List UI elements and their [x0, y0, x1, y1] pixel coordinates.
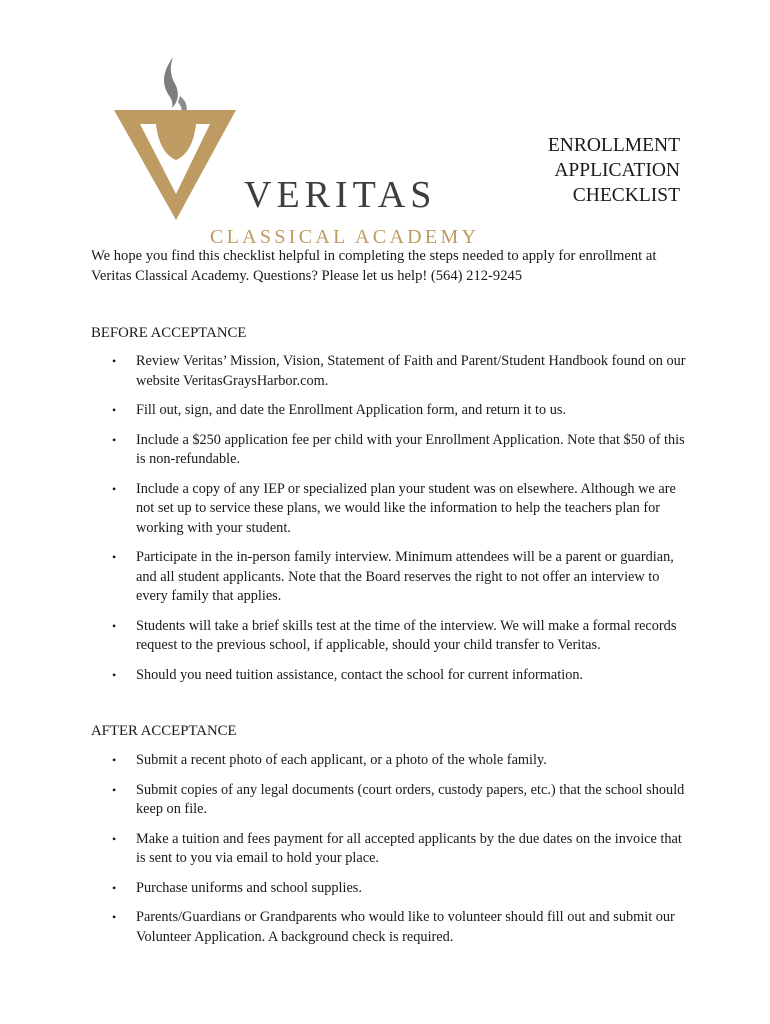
list-item [112, 908, 692, 947]
list-item [112, 830, 692, 869]
bullet-icon: • [112, 753, 117, 767]
document-title [480, 133, 680, 208]
intro-paragraph: We hope you find this checklist helpful in completing the steps needed to apply for enrollment at Veritas Classical Academy. Questions? Please let us help! (564) 212-9245 [91, 248, 657, 284]
bullet-icon: • [112, 782, 117, 797]
list-item [112, 548, 692, 607]
flame-v-emblem-icon [110, 52, 240, 222]
after-acceptance-heading: AFTER ACCEPTANCE [91, 723, 237, 739]
bullet-icon: • [112, 880, 117, 895]
bullet-icon: • [112, 481, 117, 496]
title-line: APPLICATION [554, 160, 680, 181]
list-item-text: Parents/Guardians or Grandparents who would like to volunteer should fill out and submit our Volunteer Application. A background check is required. [136, 909, 675, 945]
list-item-text: Participate in the in-person family interview. Minimum attendees will be a parent or guardian, and all student applicants. Note that the Board reserves the right to not offer an interview to every family that applies. [136, 549, 674, 604]
bullet-icon: • [112, 550, 117, 564]
list-item-text: Include a $250 application fee per child with your Enrollment Application. Note that $50 of this is non-refundable. [136, 431, 685, 467]
bullet-icon: • [112, 403, 117, 417]
list-item [112, 352, 692, 391]
list-item [112, 751, 692, 771]
list-item [112, 401, 692, 421]
list-item [112, 480, 692, 539]
list-item-text: Make a tuition and fees payment for all accepted applicants by the due dates on the invoice that is sent to you via email to hold your place. [136, 830, 682, 866]
before-acceptance-heading: BEFORE ACCEPTANCE [91, 325, 247, 341]
before-acceptance-list [112, 352, 692, 685]
bullet-icon: • [112, 618, 117, 633]
list-item [112, 879, 692, 899]
bullet-icon: • [112, 432, 117, 447]
list-item-text: Purchase uniforms and school supplies. [136, 879, 362, 896]
after-acceptance-list [112, 751, 692, 947]
list-item-text: Students will take a brief skills test at the time of the interview. We will make a formal records request to the previous school, if applicable, should your child transfer to Veritas. [136, 617, 677, 653]
list-item [112, 431, 692, 470]
title-line: ENROLLMENT [547, 135, 680, 156]
bullet-icon: • [112, 667, 117, 682]
list-item [112, 617, 692, 656]
logo-wordmark: VERITAS [244, 174, 437, 216]
list-item-text: Should you need tuition assistance, contact the school for current information. [136, 666, 584, 683]
bullet-icon: • [112, 831, 117, 846]
list-item-text: Submit copies of any legal documents (court orders, custody papers, etc.) that the school should keep on file. [136, 781, 685, 817]
list-item [112, 781, 692, 820]
list-item-text: Fill out, sign, and date the Enrollment Application form, and return it to us. [136, 402, 567, 418]
school-logo [110, 52, 480, 248]
list-item-text: Review Veritas’ Mission, Vision, Statement of Faith and Parent/Student Handbook found on our website VeritasGraysHarbor.com. [136, 353, 686, 389]
bullet-icon: • [112, 910, 117, 924]
list-item-text: Include a copy of any IEP or specialized plan your student was on elsewhere. Although we are not set up to service these plans, we would like the information to help the teachers plan for working with your student. [136, 480, 676, 536]
title-line: CHECKLIST [572, 185, 680, 206]
list-item [112, 666, 692, 686]
list-item-text: Submit a recent photo of each applicant, or a photo of the whole family. [136, 752, 547, 768]
bullet-icon: • [112, 354, 117, 368]
logo-subtitle: CLASSICAL ACADEMY [210, 226, 480, 248]
